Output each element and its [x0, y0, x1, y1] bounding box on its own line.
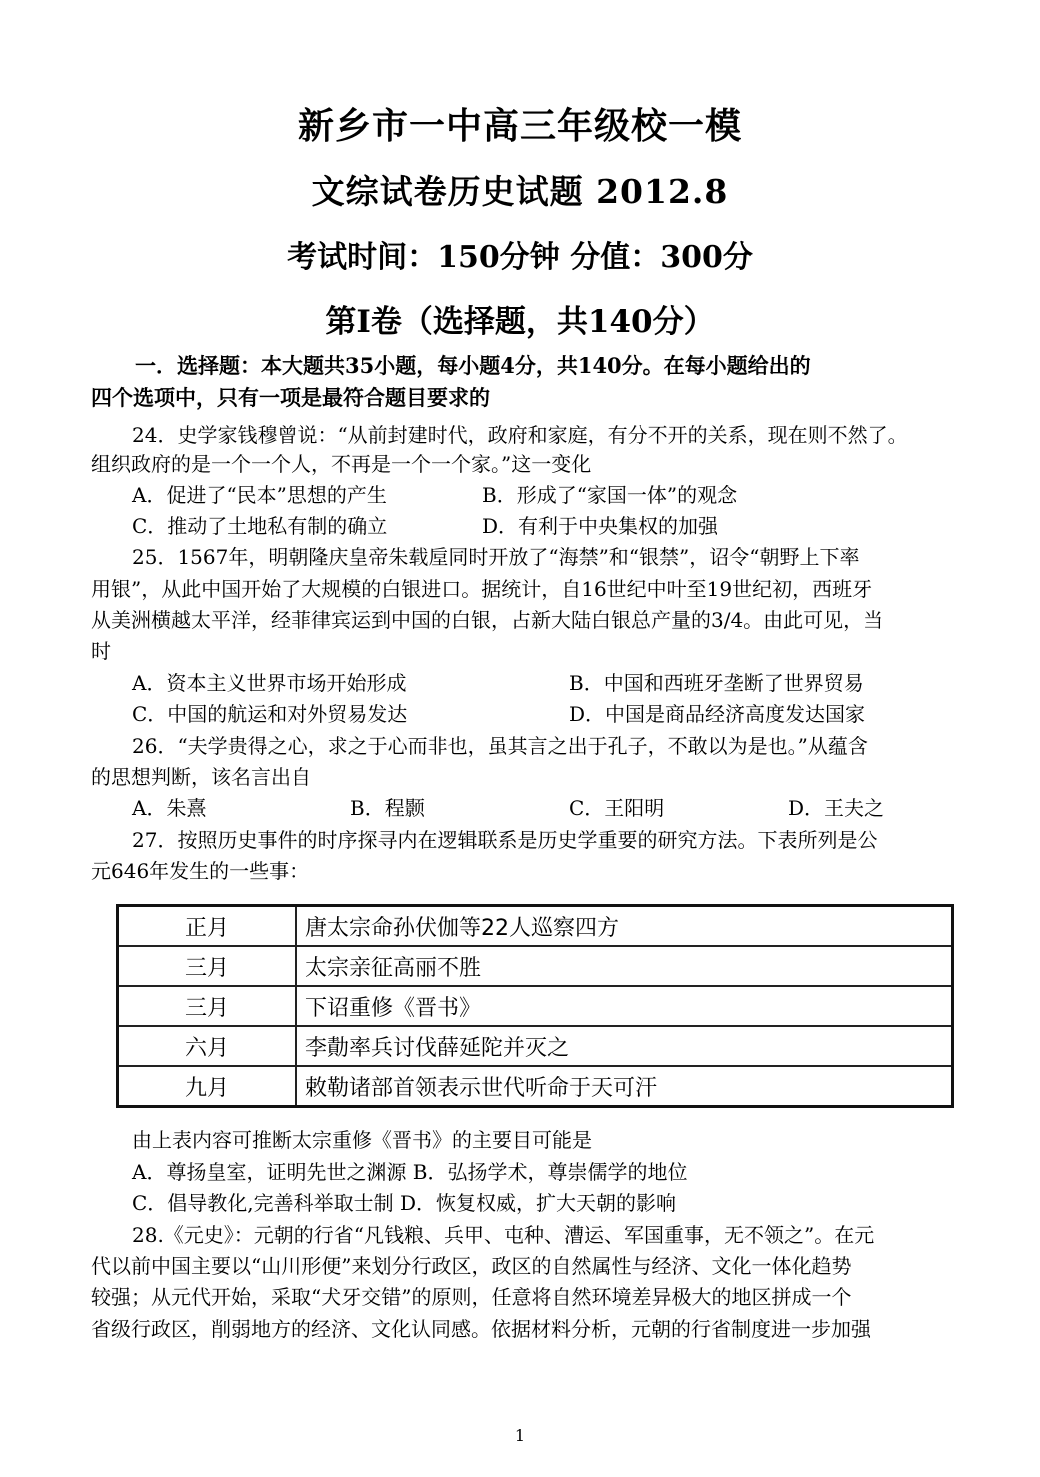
event-cell: 下诏重修《晋书》	[296, 986, 953, 1026]
q26-option-b: B．程颢	[350, 796, 425, 820]
q25-option-b: B．中国和西班牙垄断了世界贸易	[569, 671, 864, 695]
q27-options-cd: C．倡导教化,完善科举取士制 D．恢复权威，扩大天朝的影响	[132, 1191, 677, 1215]
event-cell: 太宗亲征高丽不胜	[296, 946, 953, 986]
q26-option-a: A．朱熹	[132, 796, 207, 820]
table-row	[118, 986, 953, 1026]
q28-line1: 28.《元史》：元朝的行省“凡钱粮、兵甲、屯种、漕运、军国重事，无不领之”。在元	[132, 1223, 875, 1247]
month-cell: 正月	[118, 906, 297, 947]
q24-line1: 24．史学家钱穆曾说：“从前封建时代，政府和家庭，有分不开的关系，现在则不然了。	[132, 423, 908, 447]
month-cell: 三月	[118, 946, 297, 986]
q25-option-c: C．中国的航运和对外贸易发达	[132, 702, 408, 726]
q24-option-a: A．促进了“民本”思想的产生	[132, 483, 387, 507]
q24-option-d: D．有利于中央集权的加强	[482, 514, 719, 538]
exam-info: 考试时间：150分钟 分值：300分	[287, 240, 753, 275]
table-row	[118, 946, 953, 986]
q28-line3: 较强；从元代开始，采取“犬牙交错”的原则，任意将自然环境差异极大的地区拼成一个	[91, 1285, 852, 1309]
q27-line1: 27．按照历史事件的时序探寻内在逻辑联系是历史学重要的研究方法。下表所列是公	[132, 828, 878, 852]
q26-option-d: D．王夫之	[788, 796, 885, 820]
event-cell: 唐太宗命孙伏伽等22人巡察四方	[296, 906, 953, 947]
q26-line2: 的思想判断，该名言出自	[91, 765, 311, 789]
q26-option-c: C．王阳明	[569, 796, 665, 820]
q27-line2: 元646年发生的一些事：	[91, 859, 310, 883]
q25-line3: 从美洲横越太平洋，经菲律宾运到中国的白银，占新大陆白银总产量的3/4。由此可见，当	[91, 608, 884, 632]
q25-line2: 用银”，从此中国开始了大规模的白银进口。据统计，自16世纪中叶至19世纪初，西班牙	[91, 577, 873, 601]
q24-line2: 组织政府的是一个一个人，不再是一个一个家。”这一变化	[91, 452, 592, 476]
table-row	[118, 1066, 953, 1107]
paper-title: 文综试卷历史试题 2012.8	[311, 172, 729, 211]
school-title: 新乡市一中高三年级校一模	[297, 105, 742, 147]
q24-option-c: C．推动了土地私有制的确立	[132, 514, 388, 538]
month-cell: 三月	[118, 986, 297, 1026]
q28-line4: 省级行政区，削弱地方的经济、文化认同感。依据材料分析，元朝的行省制度进一步加强	[91, 1317, 871, 1341]
section-title: 第Ⅰ卷（选择题，共140分）	[325, 304, 715, 340]
event-cell: 敕勒诸部首领表示世代听命于天可汗	[296, 1066, 953, 1107]
q27-options-ab: A．尊扬皇室，证明先世之渊源 B．弘扬学术，尊崇儒学的地位	[132, 1160, 688, 1184]
month-cell: 九月	[118, 1066, 297, 1107]
instructions-line1: 一．选择题：本大题共35小题，每小题4分，共140分。在每小题给出的	[135, 353, 811, 378]
month-cell: 六月	[118, 1026, 297, 1066]
q25-line1: 25．1567年，明朝隆庆皇帝朱载垕同时开放了“海禁”和“银禁”，诏令“朝野上下率	[132, 545, 860, 569]
q28-line2: 代以前中国主要以“山川形便”来划分行政区，政区的自然属性与经济、文化一体化趋势	[91, 1254, 852, 1278]
events-table	[116, 904, 954, 1108]
event-cell: 李勣率兵讨伐薛延陀并灭之	[296, 1026, 953, 1066]
table-row	[118, 906, 953, 947]
table-row	[118, 1026, 953, 1066]
instructions-line2: 四个选项中，只有一项是最符合题目要求的	[91, 385, 490, 410]
q24-option-b: B．形成了“家国一体”的观念	[482, 483, 738, 507]
q25-option-d: D．中国是商品经济高度发达国家	[569, 702, 866, 726]
page-number: 1	[514, 1426, 526, 1445]
q25-line4: 时	[91, 639, 111, 663]
q26-line1: 26．“夫学贵得之心，求之于心而非也，虽其言之出于孔子，不敢以为是也。”从蕴含	[132, 734, 868, 758]
q27-stem: 由上表内容可推断太宗重修《晋书》的主要目可能是	[132, 1128, 592, 1152]
q25-option-a: A．资本主义世界市场开始形成	[132, 671, 407, 695]
